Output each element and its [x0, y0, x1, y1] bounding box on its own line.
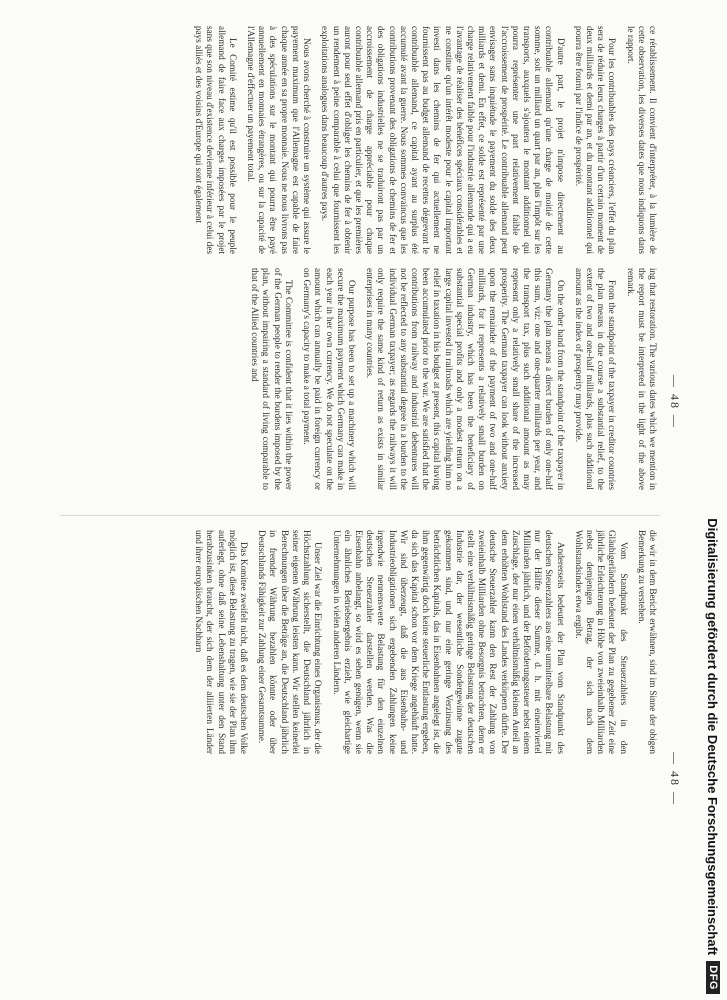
paragraph: die wir in dem Bericht erwähnen, sind im Sinne der obigen Bemerkung zu verstehen.: [636, 530, 658, 754]
paragraph: Unser Ziel war die Einrichtung eines Organismus, der die Höchstzahlung sicherstellt, die Deutschland jährlich in seiner eigenen Währung leisten kann. Wir stellen keinerlei Berechnungen über die Beträge an, die Deutschland jährlich in fremder Währung bezahlen könnte oder über Deutschlands Fähigkeit zur Zahlung einer Gesamtsumme.: [257, 530, 324, 754]
credit-text: Digitalisierung gefördert durch die Deutsche Forschungsgemeinschaft: [705, 518, 721, 956]
paragraph: Pour les contribuables des pays créanciers, l'effet du plan sera de réduire leurs charges à partir d'un certain moment de deux milliards et demi par an, et du montant additionnel qui pourra être fourni par l'indice de prospérité.: [573, 26, 618, 254]
paragraph: Nous avons cherché à construire un système qui assure le payement maximum que l'Allemagne est capable de faire chaque année en sa propre monnaie. Nous ne nous livrons pas à des spéculations sur le montant qui pourra être payé annuellement en monnaies étrangères, ou sur la capacité de l'Allemagne d'effectuer un payement total.: [246, 26, 313, 254]
french-text-column: [186, 26, 658, 254]
page-number-right: — 48 —: [668, 752, 682, 806]
digitization-credit: [702, 6, 724, 994]
paragraph: Andererseits bedeutet der Plan vom Standpunkt des deutschen Steuerzahlers aus eine unmittelbare Belastung mit nur der Hälfte dieser Summe, d. h. mit eineinviertel Milliarden jährlich, und der Beförderungssteuer nebst einem Zuschlage, der nur einen verhältnismäßig kleinen Anteil an dem erhöhten Wohlstand des Landes verkörpern dürfte. Der deutsche Steuerzahler kann den Rest der Zahlung von zweieinhalb Milliarden ohne Besorgnis betrachten, denn er stellt eine verhältnismäßig geringe Belastung der deutschen Industrie dar, der wesentliche Sondergewinne zugute gekommen sind, und nur eine geringe Verzinsung des beträchtlichen Kapitals, das in Eisenbahnen angelegt ist, die ihm gegenwärtig doch keine steuerliche Entlastung ergeben, da sich das Kapital schon vor dem Kriege angehäuft hatte. Wir sind überzeugt, daß die aus Eisenbahn- und Industrieobligationen sich ergebenden Zahlungen keine irgendwie nennenswerte Belastung für den einzelnen deutschen Steuerzahler darstellen werden. Was die Eisenbahn anbelangt, so wird es sehen genügen, wenn sie ein ähnliches Betriebsergebnis erzielt, wie gleichartige Unternehmungen in vielen anderen Ländern.: [331, 530, 566, 754]
page-number-left: — 48 —: [668, 375, 682, 429]
paragraph: Das Komitee zweifelt nicht, daß es dem deutschen Volke möglich ist, diese Belastung zu tragen, wie sie der Plan ihm auferlegt, ohne daß seine Lebenshaltung unter den Stand herabzusinken braucht, der sich dem der alliierten Länder und ihrer europäischen Nachbarn: [194, 530, 250, 754]
paragraph: D'autre part, le projet n'impose directement au contribuable allemand qu'une charge de moitié de cette somme, soit un milliard un quart par an, plus l'impôt sur les transports, auxquels s'ajoutera le montant additionnel qui pourra représenter une part relativement faible de l'accroissement de prospérité. Le contribuable allemand peut envisager sans inquiétude le payement du solde des deux milliards et demi. En effet, ce solde est représenté par une charge relativement faible pour l'industrie allemande qui a eu l'avantage de réaliser des bénéfices spéciaux considérables et ne constitue qu'un intérêt modeste pour le capital important investi dans les chemins de fer qui actuellement ne fournissent pas au budget allemand de recettes dégrevant le contribuable allemand, ce capital ayant au surplus été accumulé avant la guerre. Nous sommes convaincus que les contributions provenant des obligations de chemins de fer et des obligations industrielles ne se traduiront pas par un accroissement de charge appréciable pour chaque contribuable allemand pris en particulier, et que les premières auront pour seul effet d'obliger les chemins de fer à obtenir un rendement à peine comparable à celui que fournissent les exploitations analogues dans beaucoup d'autres pays.: [320, 26, 566, 254]
paragraph: ing that restoration. The various dates which we mention in the report must be interpreted in the light of the above remark.: [625, 268, 658, 490]
dfg-logo: DFG: [706, 961, 720, 994]
paragraph: Our purpose has been to set up a machinery which will secure the maximum payment which Germany can make in each year in her own currency. We do not speculate on the amount which can annually be paid in foreign currency or on Germany's capacity to make a total payment.: [302, 268, 357, 490]
paragraph: Le Comité estime qu'il est possible pour le peuple allemand de faire face aux charges imposées par le projet sans que son niveau d'existence devienne inférieur à celui des pays alliés et des voisins d'Europe qui sont également: [194, 26, 238, 254]
paragraph: Vom Standpunkt des Steuerzahlers in den Gläubigerländern bedeutet der Plan zu gegebener Zeit eine jährliche Erleichterung in Höhe von zweieinhalb Milliarden nebst demjenigen Betrag, der sich nach dem Wohlstandsindex etwa ergibt.: [573, 530, 629, 754]
paragraph: On the other hand from the standpoint of the taxpayer in Germany the plan means a direct burden of only one-half this sum, viz: one and one-quarter milliards per year, and the transport tax, plus such additional amount as may represent only a relatively small share of the increased prosperity. The German taxpayer can look without anxiety upon the remainder of the payment of two and one-half milliards, for it represents a relatively small burden on German industry, which has been the beneficiary of substantial special profits and only a modest return on a large capital invested in railroads which are yielding him no relief in taxation in his budget at present, this capital having been accumulated prior to the war. We are satisfied that the contributions from railway and industrial debentures will not be reflected to any substantial degree in a burden to the individual German taxpayer; as regards the railways it will only require the same kind of return as exists in similar enterprises in many countries.: [365, 268, 566, 490]
paragraph: From the standpoint of the taxpayer in creditor countries the plan means in due course a substantial relief, to the extent of two and one-half milliards, plus such additional amount as the index of prosperity may provide.: [573, 268, 618, 490]
paragraph: ce rétablissement. Il convient d'interpréter, à la lumière de cette observation, les diverses dates que nous indiquons dans le rapport.: [625, 26, 658, 254]
page-gutter: [60, 515, 660, 516]
english-text-column: [242, 268, 658, 490]
german-text-column: [186, 530, 658, 754]
paragraph: The Committee is confident that it lies within the power of the German people to render the burdens imposed by the plan, without impairing a standard of living comparable to that of the Allied countries and: [250, 268, 294, 490]
